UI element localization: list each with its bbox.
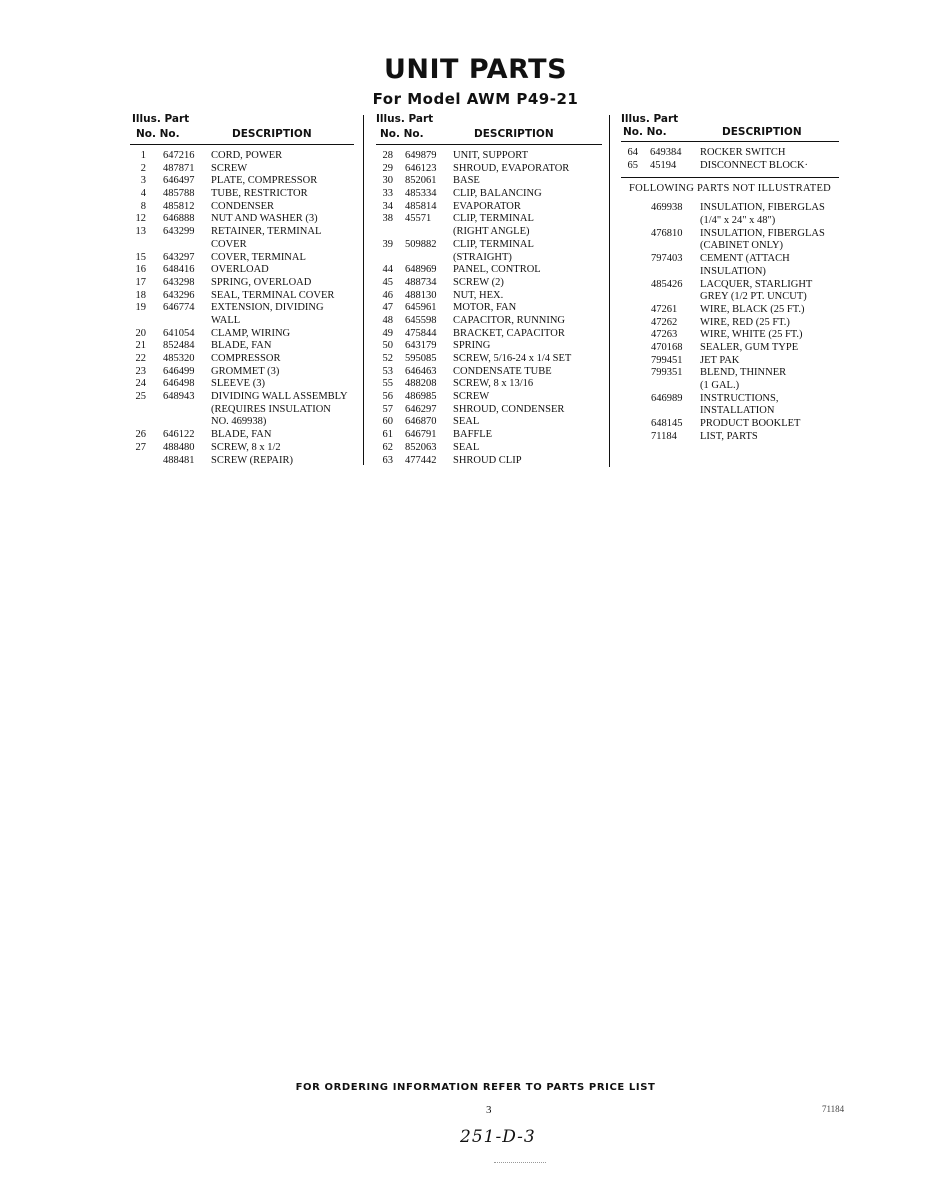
part-row (376, 378, 602, 391)
part-description: CEMENT (ATTACH (700, 253, 790, 265)
document-code: 71184 (822, 1104, 845, 1114)
description-header: DESCRIPTION (474, 128, 554, 140)
part-row (130, 442, 354, 455)
part-description: GREY (1/2 PT. UNCUT) (700, 291, 807, 303)
part-row (130, 150, 354, 163)
part-row (376, 252, 602, 265)
part-number: 646497 (163, 175, 195, 187)
part-description: TUBE, RESTRICTOR (211, 188, 308, 200)
illus-number: 25 (135, 391, 146, 403)
part-number: 485788 (163, 188, 195, 200)
page-number: 3 (486, 1104, 492, 1116)
part-description: SPRING (453, 340, 491, 352)
part-number: 643296 (163, 289, 195, 301)
part-description: CLIP, BALANCING (453, 188, 542, 200)
illus-part-header: Illus. Part (621, 113, 679, 125)
part-number: 646122 (163, 429, 195, 441)
description-header: DESCRIPTION (722, 126, 802, 138)
part-number: 595085 (405, 353, 437, 364)
part-description: (1 GAL.) (700, 380, 740, 391)
illus-number: 44 (382, 264, 393, 276)
part-description: MOTOR, FAN (453, 302, 517, 314)
part-number: 641054 (163, 327, 195, 339)
part-description: ROCKER SWITCH (700, 147, 786, 158)
part-description: OVERLOAD (211, 264, 269, 276)
part-description: SCREW (2) (453, 276, 504, 288)
part-number: 488130 (405, 289, 437, 301)
part-description: INSTRUCTIONS, (700, 392, 779, 404)
part-number: 646499 (163, 365, 195, 377)
part-row (621, 367, 839, 380)
part-number: 646989 (651, 392, 683, 404)
part-description: INSTALLATION (700, 405, 775, 417)
no-no-header: No. No. (380, 128, 424, 140)
section-rule (621, 177, 839, 178)
part-number: 485812 (163, 200, 195, 212)
part-number: 646870 (405, 416, 437, 428)
part-description: CONDENSER (211, 200, 275, 212)
part-description: SCREW (REPAIR) (211, 454, 293, 466)
column-divider (363, 115, 364, 465)
part-number: 649384 (650, 147, 682, 158)
part-number: 645598 (405, 314, 437, 326)
part-description: NUT, HEX. (453, 289, 504, 301)
part-number: 648943 (163, 391, 195, 403)
page-title: UNIT PARTS (383, 54, 568, 85)
part-row (130, 175, 354, 188)
part-description: WIRE, RED (25 FT.) (700, 316, 790, 328)
illus-number: 2 (140, 162, 146, 174)
illus-number: 4 (140, 188, 146, 200)
ordering-footer: FOR ORDERING INFORMATION REFER TO PARTS PRICE LIST (295, 1082, 656, 1093)
part-description: SEALER, GUM TYPE (700, 341, 799, 353)
part-row (621, 329, 839, 342)
part-row (376, 290, 602, 303)
part-row (130, 328, 354, 341)
column-divider (609, 115, 610, 467)
part-row (621, 160, 839, 173)
part-description: (CABINET ONLY) (700, 240, 784, 252)
part-row (376, 264, 602, 277)
part-description: WIRE, WHITE (25 FT.) (700, 329, 803, 341)
part-description: DISCONNECT BLOCK· (700, 159, 809, 171)
part-description: CLIP, TERMINAL (453, 238, 534, 250)
illus-number: 33 (382, 188, 393, 200)
part-description: SEAL (453, 441, 480, 453)
part-row (130, 264, 354, 277)
part-number: 470168 (651, 341, 683, 353)
decorative-dashes (494, 1162, 546, 1163)
part-row (621, 380, 839, 393)
part-number: 485814 (405, 200, 437, 212)
part-number: 509882 (405, 238, 437, 250)
part-description: SHROUD, CONDENSER (453, 403, 565, 415)
part-row (376, 353, 602, 366)
part-number: 487871 (163, 162, 195, 174)
illus-number: 34 (382, 200, 393, 212)
part-description: NO. 469938) (211, 416, 267, 428)
part-row (130, 391, 354, 404)
part-description: UNIT, SUPPORT (453, 150, 529, 161)
illus-number: 21 (135, 340, 146, 352)
part-number: 45571 (405, 213, 432, 225)
part-number: 649879 (405, 150, 437, 161)
part-number: 475844 (405, 327, 437, 339)
part-row (376, 429, 602, 442)
illus-number: 60 (382, 416, 393, 428)
part-row (621, 304, 839, 317)
part-number: 646498 (163, 378, 195, 390)
part-description: NUT AND WASHER (3) (211, 213, 318, 225)
part-description: WALL (211, 314, 241, 326)
illus-part-header: Illus. Part (376, 113, 434, 125)
part-row (376, 302, 602, 315)
part-number: 647216 (163, 150, 195, 161)
part-row (376, 201, 602, 214)
handwritten-note: 251-D-3 (460, 1127, 536, 1147)
part-description: COVER, TERMINAL (211, 251, 306, 263)
part-row (130, 201, 354, 214)
part-row (621, 253, 839, 266)
illus-number: 50 (382, 340, 393, 352)
header-rule (376, 144, 602, 145)
part-description: WIRE, BLACK (25 FT.) (700, 303, 805, 315)
part-row (376, 315, 602, 328)
illus-number: 47 (382, 302, 393, 314)
part-number: 477442 (405, 454, 437, 466)
part-row (130, 213, 354, 226)
part-number: 648416 (163, 264, 195, 276)
part-row (130, 429, 354, 442)
part-row (621, 202, 839, 215)
part-row (130, 366, 354, 379)
part-row (130, 302, 354, 315)
not-illustrated-list (621, 202, 839, 443)
part-description: BAFFLE (453, 429, 493, 441)
part-description: SCREW (211, 162, 248, 174)
illus-number: 23 (135, 365, 146, 377)
part-number: 646791 (405, 429, 437, 441)
column-header (621, 113, 839, 144)
part-number: 488481 (163, 454, 195, 466)
part-number: 47263 (651, 329, 678, 341)
part-row (130, 188, 354, 201)
part-description: SEAL, TERMINAL COVER (211, 289, 335, 301)
part-row (376, 277, 602, 290)
part-row (130, 340, 354, 353)
part-number: 643298 (163, 276, 195, 288)
part-description: GROMMET (3) (211, 365, 280, 377)
illus-number: 52 (382, 353, 393, 364)
part-description: SLEEVE (3) (211, 378, 265, 390)
part-row (376, 366, 602, 379)
part-description: SEAL (453, 416, 480, 428)
part-number: 646123 (405, 162, 437, 174)
part-number: 488734 (405, 276, 437, 288)
part-row (621, 147, 839, 160)
illus-number: 65 (627, 159, 638, 171)
part-number: 485334 (405, 188, 437, 200)
illus-number: 29 (382, 162, 393, 174)
illus-number: 20 (135, 327, 146, 339)
part-description: PANEL, CONTROL (453, 264, 541, 276)
part-row (376, 404, 602, 417)
part-row (621, 215, 839, 228)
illus-number: 3 (140, 175, 146, 187)
part-row (130, 252, 354, 265)
part-description: PRODUCT BOOKLET (700, 418, 801, 430)
part-description: COMPRESSOR (211, 353, 281, 364)
part-row (376, 226, 602, 239)
illus-number: 56 (382, 391, 393, 403)
illus-number: 46 (382, 289, 393, 301)
part-row (376, 175, 602, 188)
part-row (130, 277, 354, 290)
part-description: EVAPORATOR (453, 200, 521, 212)
illus-number: 18 (135, 289, 146, 301)
illus-number: 57 (382, 403, 393, 415)
part-number: 852063 (405, 441, 437, 453)
not-illustrated-heading: FOLLOWING PARTS NOT ILLUSTRATED (629, 183, 832, 195)
column-header (130, 113, 354, 144)
part-description: CLIP, TERMINAL (453, 213, 534, 225)
illus-number: 12 (135, 213, 146, 225)
part-description: LACQUER, STARLIGHT (700, 278, 813, 290)
illus-number: 49 (382, 327, 393, 339)
header-rule (130, 144, 354, 145)
part-row (621, 418, 839, 431)
part-description: SHROUD, EVAPORATOR (453, 162, 570, 174)
part-row (621, 291, 839, 304)
part-row (621, 393, 839, 406)
part-description: (1/4" x 24" x 48") (700, 215, 776, 227)
part-number: 646297 (405, 403, 437, 415)
part-row (621, 317, 839, 330)
part-description: SCREW, 8 x 1/2 (211, 441, 281, 453)
part-row (130, 163, 354, 176)
illus-number: 15 (135, 251, 146, 263)
part-number: 47261 (651, 303, 678, 315)
part-number: 645961 (405, 302, 437, 314)
part-number: 797403 (651, 253, 683, 265)
illus-number: 48 (382, 314, 393, 326)
no-no-header: No. No. (623, 126, 667, 138)
part-row (376, 213, 602, 226)
part-number: 799351 (651, 367, 683, 379)
part-description: (RIGHT ANGLE) (453, 226, 530, 238)
illus-number: 17 (135, 276, 146, 288)
part-description: COVER (211, 238, 247, 250)
part-number: 469938 (651, 202, 683, 214)
part-description: SCREW (453, 391, 490, 403)
part-description: CLAMP, WIRING (211, 327, 291, 339)
part-row (621, 405, 839, 418)
part-description: SHROUD CLIP (453, 454, 522, 466)
part-row (130, 315, 354, 328)
part-row (621, 240, 839, 253)
part-description: BLEND, THINNER (700, 367, 787, 379)
part-number: 486985 (405, 391, 437, 403)
part-description: EXTENSION, DIVIDING (211, 302, 324, 314)
part-row (376, 150, 602, 163)
illus-number: 22 (135, 353, 146, 364)
part-row (621, 279, 839, 292)
part-number: 643297 (163, 251, 195, 263)
part-description: BRACKET, CAPACITOR (453, 327, 565, 339)
illus-number: 62 (382, 441, 393, 453)
part-number: 646774 (163, 302, 195, 314)
part-number: 45194 (650, 159, 677, 171)
part-number: 485426 (651, 278, 683, 290)
column-header (376, 113, 602, 144)
part-row (130, 239, 354, 252)
part-row (376, 416, 602, 429)
model-subtitle: For Model AWM P49-21 (372, 90, 579, 108)
part-number: 488208 (405, 378, 437, 390)
part-row (621, 266, 839, 279)
illus-number: 45 (382, 276, 393, 288)
illus-number: 63 (382, 454, 393, 466)
illus-number: 26 (135, 429, 146, 441)
part-row (621, 342, 839, 355)
part-number: 488480 (163, 441, 195, 453)
part-description: (STRAIGHT) (453, 251, 512, 263)
illus-number: 1 (140, 150, 146, 161)
part-description: CAPACITOR, RUNNING (453, 314, 566, 326)
part-number: 799451 (651, 354, 683, 366)
part-description: CONDENSATE TUBE (453, 365, 552, 377)
part-row (130, 404, 354, 417)
part-number: 71184 (651, 430, 677, 442)
parts-column-3 (621, 113, 839, 443)
illus-number: 8 (140, 200, 146, 212)
illus-number: 61 (382, 429, 393, 441)
part-description: SPRING, OVERLOAD (211, 276, 312, 288)
part-number: 643179 (405, 340, 437, 352)
part-row (621, 228, 839, 241)
part-row (376, 391, 602, 404)
illus-number: 55 (382, 378, 393, 390)
part-number: 648145 (651, 418, 683, 430)
part-row (621, 431, 839, 444)
illus-number: 64 (627, 147, 638, 158)
illus-number: 28 (382, 150, 393, 161)
part-description: BLADE, FAN (211, 429, 272, 441)
part-description: SCREW, 5/16-24 x 1/4 SET (453, 353, 572, 364)
illus-number: 13 (135, 226, 146, 238)
part-description: DIVIDING WALL ASSEMBLY (211, 391, 348, 403)
part-row (376, 188, 602, 201)
part-description: LIST, PARTS (700, 430, 758, 442)
part-description: RETAINER, TERMINAL (211, 226, 322, 238)
part-number: 646888 (163, 213, 195, 225)
part-number: 852484 (163, 340, 195, 352)
part-number: 852061 (405, 175, 437, 187)
part-description: BLADE, FAN (211, 340, 272, 352)
part-number: 476810 (651, 227, 683, 239)
illus-number: 38 (382, 213, 393, 225)
part-description: CORD, POWER (211, 150, 283, 161)
part-row (376, 340, 602, 353)
part-row (130, 290, 354, 303)
part-row (130, 416, 354, 429)
part-row (621, 355, 839, 368)
description-header: DESCRIPTION (232, 128, 312, 140)
part-description: INSULATION, FIBERGLAS (700, 202, 825, 214)
illus-number: 39 (382, 238, 393, 250)
part-description: BASE (453, 175, 480, 187)
illus-number: 53 (382, 365, 393, 377)
no-no-header: No. No. (136, 128, 180, 140)
part-number: 646463 (405, 365, 437, 377)
part-number: 47262 (651, 316, 678, 328)
part-description: (REQUIRES INSULATION (211, 403, 331, 415)
illus-number: 24 (135, 378, 146, 390)
part-description: JET PAK (700, 354, 740, 366)
illus-number: 16 (135, 264, 146, 276)
part-number: 485320 (163, 353, 195, 364)
part-description: INSULATION) (700, 265, 766, 277)
part-row (376, 328, 602, 341)
part-row (376, 163, 602, 176)
part-row (376, 455, 602, 468)
part-row (376, 239, 602, 252)
illus-part-header: Illus. Part (132, 113, 190, 125)
parts-column-1 (130, 113, 354, 467)
part-description: INSULATION, FIBERGLAS (700, 227, 825, 239)
part-description: PLATE, COMPRESSOR (211, 175, 318, 187)
part-row (130, 226, 354, 239)
illus-number: 30 (382, 175, 393, 187)
illus-number: 27 (135, 441, 146, 453)
part-number: 648969 (405, 264, 437, 276)
part-row (376, 442, 602, 455)
part-row (130, 378, 354, 391)
part-row (130, 353, 354, 366)
parts-column-2 (376, 113, 602, 467)
illus-number: 19 (135, 302, 146, 314)
part-description: SCREW, 8 x 13/16 (453, 378, 534, 390)
part-number: 643299 (163, 226, 195, 238)
part-row (130, 455, 354, 468)
